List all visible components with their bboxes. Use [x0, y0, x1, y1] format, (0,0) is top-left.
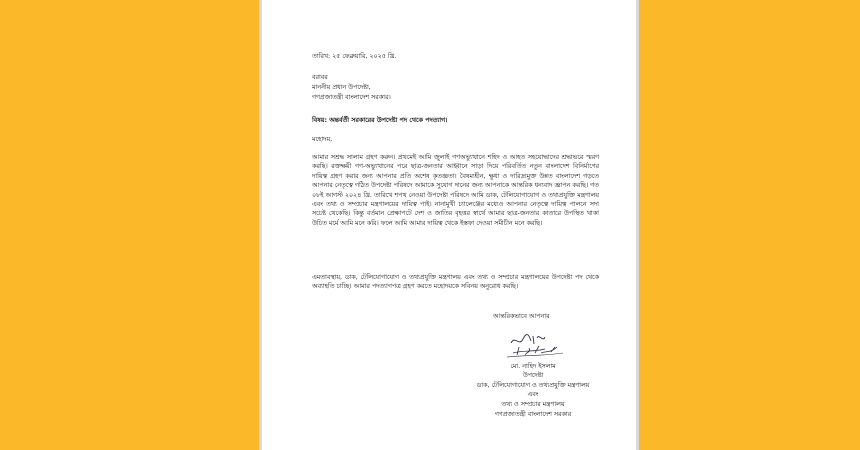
signatory-name: মো. নাহিদ ইসলাম [510, 363, 556, 370]
recipient-org: গণপ্রজাতন্ত্রী বাংলাদেশ সরকার। [312, 94, 391, 101]
letter-page [262, 0, 636, 450]
signatory-ministry-1: ডাক, টেলিযোগাযোগ ও তথ্যপ্রযুক্তি মন্ত্রণালয় [476, 382, 590, 389]
body-paragraph-1: আমার সশ্রদ্ধ সালাম গ্রহণ করুন। প্রথমেই আমি জুলাই গণঅভ্যুত্থানে শহিদ ও আহত সহযোদ্ধাদের শ্রদ্ধাভরে স্মরণ করছি। রক্তক্ষয়ী গণ-অভ্যুত্থানের পরে ছাত্র-জনতার আহ্বানে সাড়া দিয়ে পরিবর্তিত নতুন বাংলাদেশ বিনির্মাণের দায়িত্ব গ্রহণ করার জন্য আপনার প্রতি অশেষ কৃতজ্ঞতা। বৈষম্যহীন, ক্ষুধা ও দারিদ্র্যমুক্ত উন্নত বাংলাদেশ গড়তে আপনার নেতৃত্বে গঠিত উপদেষ্টা পরিষদে আমাকে সুযোগ দানের জন্য আপনাকে আন্তরিক ধন্যবাদ জ্ঞাপন করছি। গত ০৮ই আগস্ট ২০২৪ খ্রি. তারিখে শপথ নেওয়া উপদেষ্টা পরিষদে আমি ডাক, টেলিযোগাযোগ ও তথ্যপ্রযুক্তি মন্ত্রণালয় এবং তথ্য ও সম্প্রচার মন্ত্রণালয়ের দায়িত্ব পাই। নানামুখী চ্যালেঞ্জের মধ্যেও আপনার নেতৃত্বে দায়িত্ব পালনে সদা সচেষ্ট থেকেছি। কিন্তু বর্তমান প্রেক্ষাপটে দেশ ও জাতির বৃহত্তর স্বার্থে আমার ছাত্র-জনতার কাতারে উপস্থিত থাকা উচিত মর্মে আমি মনে করি। ফলে আমি আমার দায়িত্ব থেকে ইস্তফা দেওয়া সমীচীন মনে করছি। [312, 154, 599, 227]
signatory-and: এবং [527, 391, 539, 398]
recipient-title: মাননীয় প্রধান উপদেষ্টা, [312, 84, 371, 91]
letter-date: তারিখ: ২৫ ফেব্রুয়ারি, ২০২৫ খ্রি. [312, 53, 397, 60]
signatory-ministry-2: তথ্য ও সম্প্রচার মন্ত্রণালয় [501, 401, 565, 408]
recipient-to: বরাবর [312, 74, 328, 81]
signatory-govt: গণপ্রজাতন্ত্রী বাংলাদেশ সরকার [494, 411, 572, 418]
signature-image [505, 331, 585, 359]
signatory-designation: উপদেষ্টা [522, 372, 544, 379]
salutation: মহোদয়, [312, 136, 333, 143]
letter-subject: বিষয়: অন্তর্বর্তী সরকারের উপদেষ্টা পদ থেকে পদত্যাগ। [312, 117, 448, 124]
closing-line: আন্তরিকভাবে আপনার [493, 313, 550, 320]
body-paragraph-2: এমতাবস্থায়, ডাক, টেলিযোগাযোগ ও তথ্যপ্রযুক্তি মন্ত্রণালয় এবং তথ্য ও সম্প্রচার মন্ত্রণালয়ের উপদেষ্টা পদ থেকে অব্যাহতি চাচ্ছি। আমার পদত্যাগপত্র গ্রহণ করতে মহোদয়কে সবিনয় অনুরোধ করছি। [312, 274, 599, 291]
